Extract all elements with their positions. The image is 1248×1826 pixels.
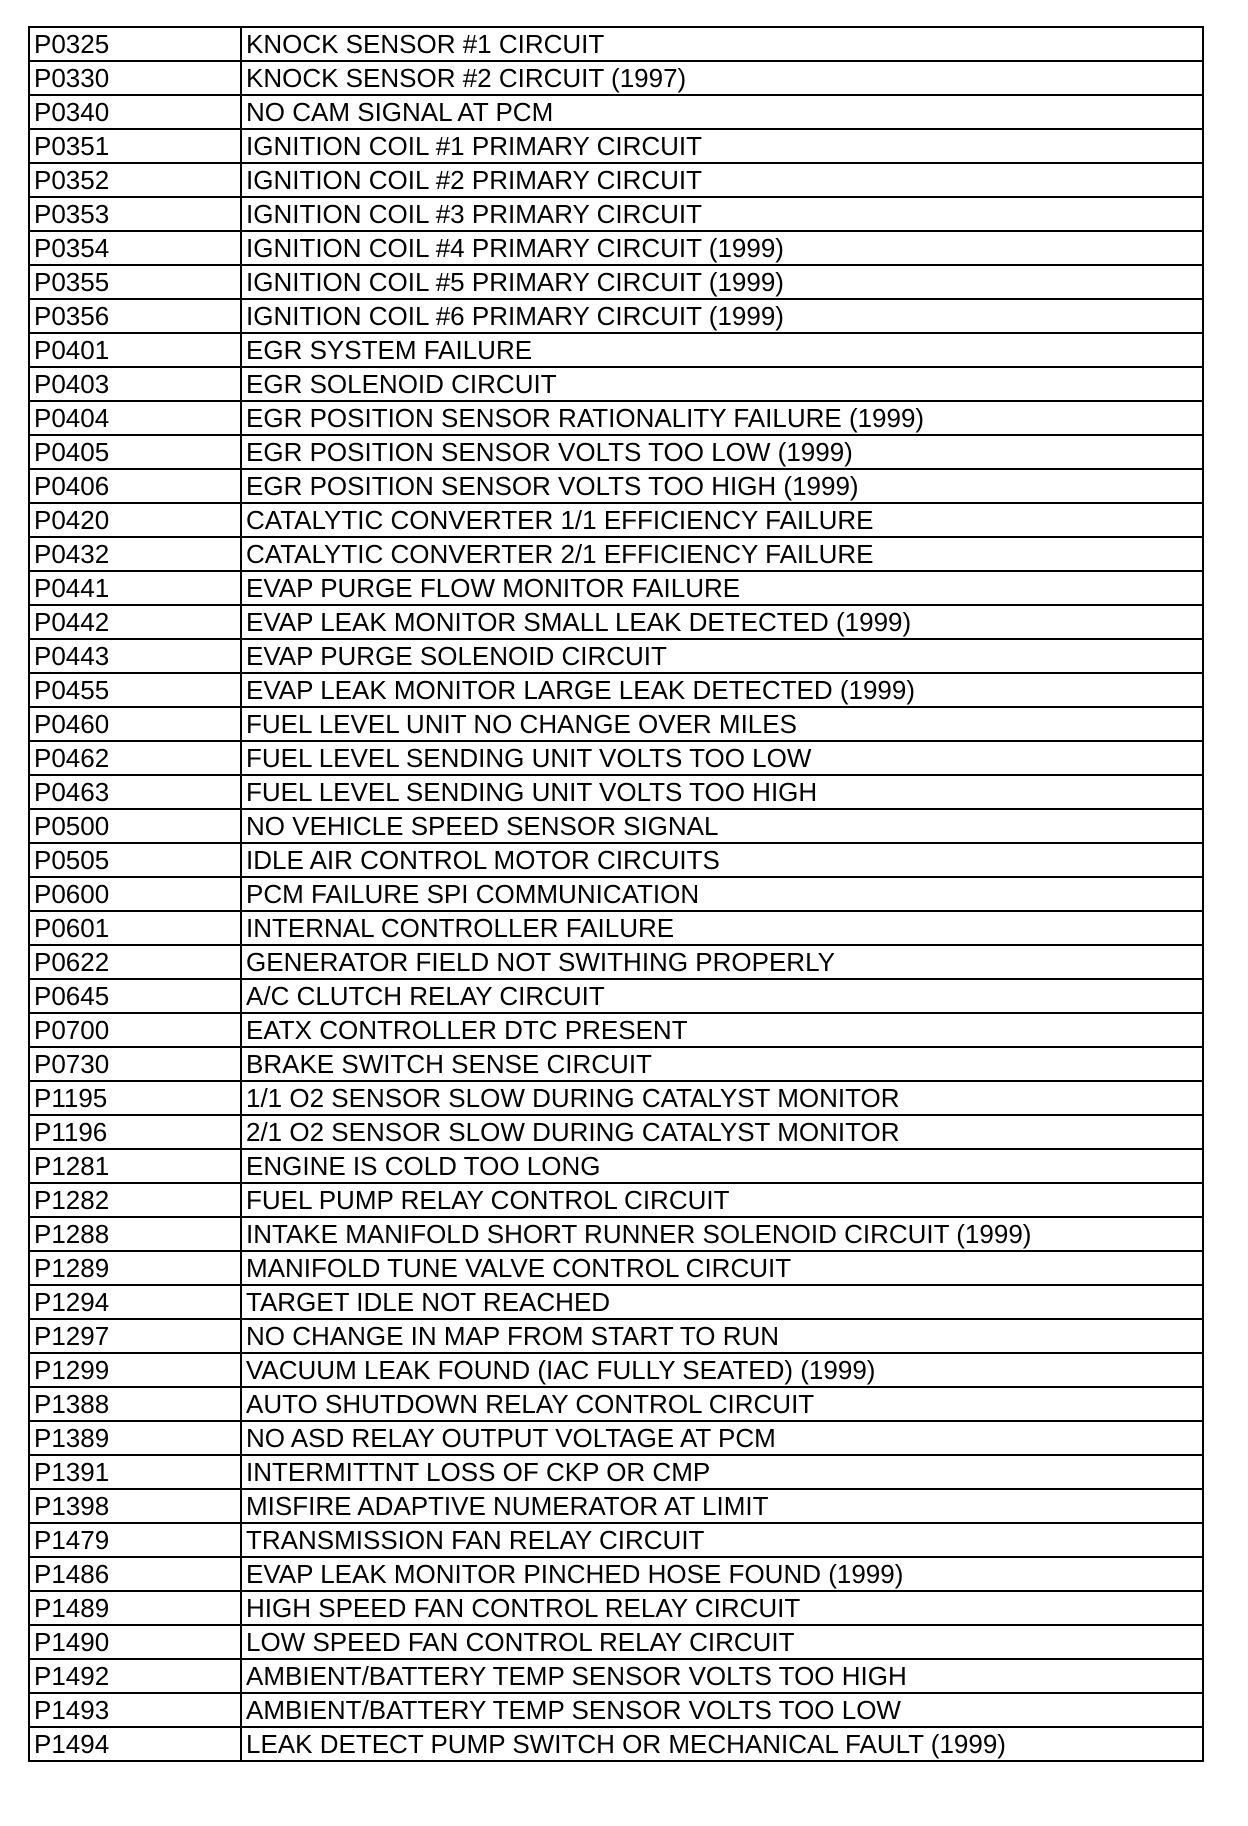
dtc-description-cell: AMBIENT/BATTERY TEMP SENSOR VOLTS TOO LOW: [241, 1693, 1203, 1727]
dtc-code-cell: P1489: [29, 1591, 241, 1625]
dtc-code-cell: P0330: [29, 61, 241, 95]
dtc-description-cell: VACUUM LEAK FOUND (IAC FULLY SEATED) (1999): [241, 1353, 1203, 1387]
dtc-code-cell: P0405: [29, 435, 241, 469]
dtc-code-cell: P0354: [29, 231, 241, 265]
table-row: [29, 333, 1203, 367]
table-row: [29, 163, 1203, 197]
dtc-description-cell: KNOCK SENSOR #2 CIRCUIT (1997): [241, 61, 1203, 95]
table-row: [29, 1149, 1203, 1183]
dtc-description-cell: CATALYTIC CONVERTER 1/1 EFFICIENCY FAILURE: [241, 503, 1203, 537]
dtc-code-cell: P0730: [29, 1047, 241, 1081]
dtc-code-cell: P0460: [29, 707, 241, 741]
dtc-code-cell: P1490: [29, 1625, 241, 1659]
dtc-code-table: [28, 26, 1204, 1762]
dtc-description-cell: A/C CLUTCH RELAY CIRCUIT: [241, 979, 1203, 1013]
dtc-description-cell: EVAP LEAK MONITOR PINCHED HOSE FOUND (1999): [241, 1557, 1203, 1591]
table-row: [29, 1693, 1203, 1727]
dtc-code-cell: P0600: [29, 877, 241, 911]
dtc-code-cell: P0455: [29, 673, 241, 707]
table-row: [29, 979, 1203, 1013]
dtc-description-cell: FUEL PUMP RELAY CONTROL CIRCUIT: [241, 1183, 1203, 1217]
dtc-table-body: [29, 27, 1203, 1761]
dtc-code-cell: P0420: [29, 503, 241, 537]
dtc-description-cell: FUEL LEVEL UNIT NO CHANGE OVER MILES: [241, 707, 1203, 741]
dtc-description-cell: CATALYTIC CONVERTER 2/1 EFFICIENCY FAILURE: [241, 537, 1203, 571]
table-row: [29, 1115, 1203, 1149]
table-row: [29, 1013, 1203, 1047]
dtc-code-cell: P0352: [29, 163, 241, 197]
dtc-description-cell: EVAP PURGE SOLENOID CIRCUIT: [241, 639, 1203, 673]
table-row: [29, 741, 1203, 775]
table-row: [29, 129, 1203, 163]
dtc-description-cell: EVAP PURGE FLOW MONITOR FAILURE: [241, 571, 1203, 605]
dtc-description-cell: PCM FAILURE SPI COMMUNICATION: [241, 877, 1203, 911]
dtc-code-cell: P0325: [29, 27, 241, 61]
dtc-code-cell: P1389: [29, 1421, 241, 1455]
dtc-code-cell: P0401: [29, 333, 241, 367]
dtc-description-cell: TARGET IDLE NOT REACHED: [241, 1285, 1203, 1319]
dtc-code-cell: P0700: [29, 1013, 241, 1047]
dtc-code-cell: P1297: [29, 1319, 241, 1353]
table-row: [29, 809, 1203, 843]
table-row: [29, 1319, 1203, 1353]
table-row: [29, 1387, 1203, 1421]
dtc-description-cell: IGNITION COIL #4 PRIMARY CIRCUIT (1999): [241, 231, 1203, 265]
table-row: [29, 1625, 1203, 1659]
dtc-description-cell: EVAP LEAK MONITOR SMALL LEAK DETECTED (1999): [241, 605, 1203, 639]
dtc-description-cell: LEAK DETECT PUMP SWITCH OR MECHANICAL FAULT (1999): [241, 1727, 1203, 1761]
dtc-description-cell: IGNITION COIL #6 PRIMARY CIRCUIT (1999): [241, 299, 1203, 333]
dtc-code-cell: P1492: [29, 1659, 241, 1693]
dtc-description-cell: EGR POSITION SENSOR RATIONALITY FAILURE (1999): [241, 401, 1203, 435]
dtc-code-cell: P0505: [29, 843, 241, 877]
table-row: [29, 1659, 1203, 1693]
dtc-code-cell: P1299: [29, 1353, 241, 1387]
table-row: [29, 945, 1203, 979]
table-row: [29, 197, 1203, 231]
table-row: [29, 265, 1203, 299]
dtc-code-cell: P0443: [29, 639, 241, 673]
table-row: [29, 503, 1203, 537]
table-row: [29, 1455, 1203, 1489]
dtc-description-cell: KNOCK SENSOR #1 CIRCUIT: [241, 27, 1203, 61]
dtc-code-cell: P0500: [29, 809, 241, 843]
dtc-code-cell: P1281: [29, 1149, 241, 1183]
table-row: [29, 877, 1203, 911]
dtc-description-cell: IGNITION COIL #1 PRIMARY CIRCUIT: [241, 129, 1203, 163]
dtc-description-cell: IGNITION COIL #5 PRIMARY CIRCUIT (1999): [241, 265, 1203, 299]
dtc-description-cell: ENGINE IS COLD TOO LONG: [241, 1149, 1203, 1183]
dtc-description-cell: INTAKE MANIFOLD SHORT RUNNER SOLENOID CIRCUIT (1999): [241, 1217, 1203, 1251]
dtc-code-cell: P0340: [29, 95, 241, 129]
dtc-code-cell: P0432: [29, 537, 241, 571]
table-row: [29, 1591, 1203, 1625]
dtc-description-cell: EGR POSITION SENSOR VOLTS TOO LOW (1999): [241, 435, 1203, 469]
dtc-description-cell: MANIFOLD TUNE VALVE CONTROL CIRCUIT: [241, 1251, 1203, 1285]
dtc-description-cell: AUTO SHUTDOWN RELAY CONTROL CIRCUIT: [241, 1387, 1203, 1421]
dtc-code-cell: P0404: [29, 401, 241, 435]
dtc-description-cell: NO CAM SIGNAL AT PCM: [241, 95, 1203, 129]
table-row: [29, 1353, 1203, 1387]
dtc-code-cell: P0463: [29, 775, 241, 809]
dtc-code-cell: P1294: [29, 1285, 241, 1319]
dtc-code-cell: P0462: [29, 741, 241, 775]
dtc-description-cell: 2/1 O2 SENSOR SLOW DURING CATALYST MONITOR: [241, 1115, 1203, 1149]
dtc-code-cell: P0601: [29, 911, 241, 945]
dtc-description-cell: INTERNAL CONTROLLER FAILURE: [241, 911, 1203, 945]
dtc-code-cell: P1486: [29, 1557, 241, 1591]
dtc-code-cell: P1196: [29, 1115, 241, 1149]
dtc-description-cell: FUEL LEVEL SENDING UNIT VOLTS TOO HIGH: [241, 775, 1203, 809]
dtc-description-cell: AMBIENT/BATTERY TEMP SENSOR VOLTS TOO HIGH: [241, 1659, 1203, 1693]
dtc-description-cell: MISFIRE ADAPTIVE NUMERATOR AT LIMIT: [241, 1489, 1203, 1523]
table-row: [29, 1557, 1203, 1591]
dtc-code-cell: P0356: [29, 299, 241, 333]
table-row: [29, 27, 1203, 61]
dtc-description-cell: IGNITION COIL #2 PRIMARY CIRCUIT: [241, 163, 1203, 197]
dtc-code-cell: P0403: [29, 367, 241, 401]
table-row: [29, 1285, 1203, 1319]
table-row: [29, 673, 1203, 707]
dtc-description-cell: NO VEHICLE SPEED SENSOR SIGNAL: [241, 809, 1203, 843]
table-row: [29, 1047, 1203, 1081]
dtc-description-cell: EVAP LEAK MONITOR LARGE LEAK DETECTED (1999): [241, 673, 1203, 707]
dtc-description-cell: GENERATOR FIELD NOT SWITHING PROPERLY: [241, 945, 1203, 979]
table-row: [29, 571, 1203, 605]
dtc-description-cell: EGR POSITION SENSOR VOLTS TOO HIGH (1999): [241, 469, 1203, 503]
table-row: [29, 605, 1203, 639]
table-row: [29, 1251, 1203, 1285]
dtc-description-cell: LOW SPEED FAN CONTROL RELAY CIRCUIT: [241, 1625, 1203, 1659]
table-row: [29, 1081, 1203, 1115]
dtc-code-cell: P0622: [29, 945, 241, 979]
dtc-code-cell: P0353: [29, 197, 241, 231]
dtc-code-cell: P1398: [29, 1489, 241, 1523]
dtc-code-cell: P1282: [29, 1183, 241, 1217]
table-row: [29, 1489, 1203, 1523]
dtc-description-cell: BRAKE SWITCH SENSE CIRCUIT: [241, 1047, 1203, 1081]
dtc-code-cell: P1494: [29, 1727, 241, 1761]
table-row: [29, 61, 1203, 95]
table-row: [29, 435, 1203, 469]
dtc-code-cell: P0441: [29, 571, 241, 605]
dtc-description-cell: NO CHANGE IN MAP FROM START TO RUN: [241, 1319, 1203, 1353]
dtc-code-cell: P1391: [29, 1455, 241, 1489]
dtc-code-cell: P0442: [29, 605, 241, 639]
dtc-description-cell: INTERMITTNT LOSS OF CKP OR CMP: [241, 1455, 1203, 1489]
dtc-code-cell: P0406: [29, 469, 241, 503]
table-row: [29, 639, 1203, 673]
table-row: [29, 843, 1203, 877]
table-row: [29, 231, 1203, 265]
dtc-code-cell: P0645: [29, 979, 241, 1013]
table-row: [29, 1183, 1203, 1217]
table-row: [29, 775, 1203, 809]
table-row: [29, 537, 1203, 571]
dtc-code-cell: P0355: [29, 265, 241, 299]
dtc-description-cell: IGNITION COIL #3 PRIMARY CIRCUIT: [241, 197, 1203, 231]
dtc-code-cell: P0351: [29, 129, 241, 163]
table-row: [29, 469, 1203, 503]
table-row: [29, 367, 1203, 401]
dtc-description-cell: EGR SYSTEM FAILURE: [241, 333, 1203, 367]
dtc-code-cell: P1493: [29, 1693, 241, 1727]
dtc-description-cell: EATX CONTROLLER DTC PRESENT: [241, 1013, 1203, 1047]
table-row: [29, 1523, 1203, 1557]
dtc-description-cell: FUEL LEVEL SENDING UNIT VOLTS TOO LOW: [241, 741, 1203, 775]
table-row: [29, 299, 1203, 333]
dtc-description-cell: NO ASD RELAY OUTPUT VOLTAGE AT PCM: [241, 1421, 1203, 1455]
dtc-code-cell: P1288: [29, 1217, 241, 1251]
dtc-description-cell: EGR SOLENOID CIRCUIT: [241, 367, 1203, 401]
table-row: [29, 1217, 1203, 1251]
dtc-code-cell: P1388: [29, 1387, 241, 1421]
table-row: [29, 1421, 1203, 1455]
dtc-description-cell: IDLE AIR CONTROL MOTOR CIRCUITS: [241, 843, 1203, 877]
dtc-description-cell: 1/1 O2 SENSOR SLOW DURING CATALYST MONITOR: [241, 1081, 1203, 1115]
dtc-description-cell: HIGH SPEED FAN CONTROL RELAY CIRCUIT: [241, 1591, 1203, 1625]
dtc-code-cell: P1195: [29, 1081, 241, 1115]
table-row: [29, 707, 1203, 741]
dtc-description-cell: TRANSMISSION FAN RELAY CIRCUIT: [241, 1523, 1203, 1557]
table-row: [29, 1727, 1203, 1761]
dtc-code-cell: P1479: [29, 1523, 241, 1557]
table-row: [29, 401, 1203, 435]
table-row: [29, 95, 1203, 129]
table-row: [29, 911, 1203, 945]
dtc-code-cell: P1289: [29, 1251, 241, 1285]
